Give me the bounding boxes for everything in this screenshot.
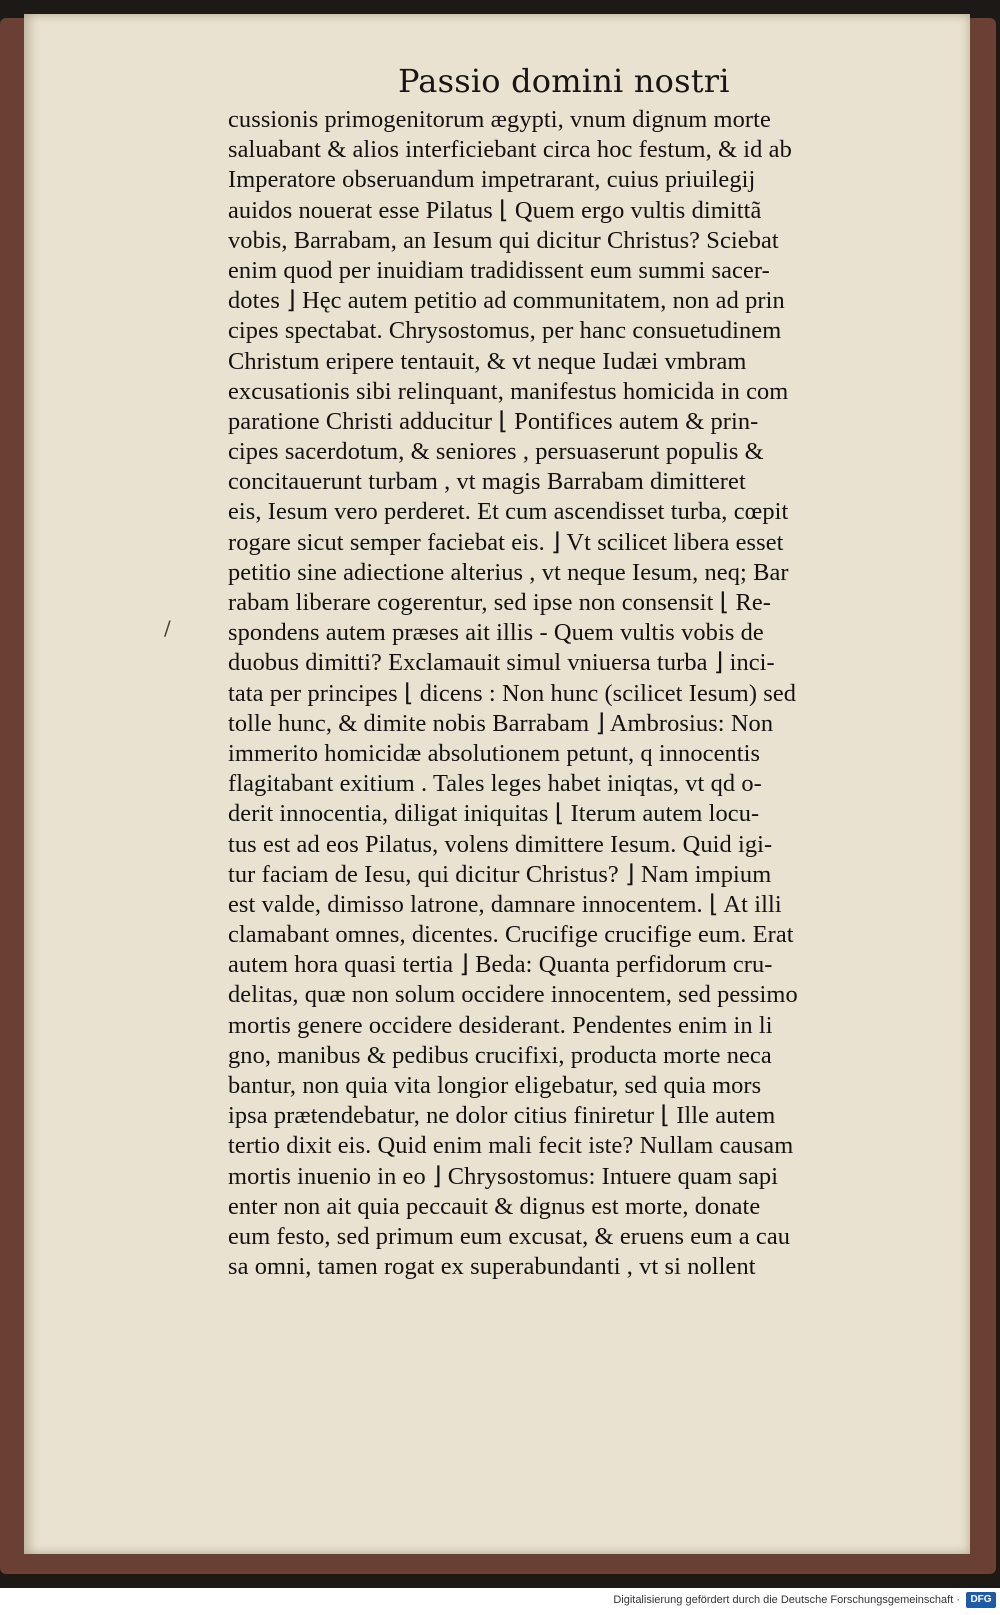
text-line: excusationis sibi relinquant, manifestus homicida in com [228,377,789,405]
text-line: cussionis primogenitorum ægypti, vnum dignum morte [228,106,771,133]
text-line: tertio dixit eis. Quid enim mali fecit iste? Nullam causam [228,1132,794,1160]
text-line: eum festo, sed primum eum excusat, & eruens eum a cau [228,1222,791,1250]
text-line: est valde, dimisso latrone, damnare innocentem. ⌊ At illi [228,890,782,918]
text-line: ipsa prætendebatur, ne dolor citius finiretur ⌊ Ille autem [228,1102,776,1130]
text-line: duobus dimitti? Exclamauit simul vniuersa turba ⌋ inci- [228,649,775,677]
text-line: enter non ait quia peccauit & dignus est morte, donate [228,1192,761,1220]
text-line: petitio sine adiectione alterius , vt neque Iesum, neq; Bar [228,558,789,586]
text-line: autem hora quasi tertia ⌋ Beda: Quanta perfidorum cru- [228,951,773,979]
text-line: rogare sicut semper faciebat eis. ⌋ Vt scilicet libera esset [228,528,784,556]
text-line: cipes sacerdotum, & seniores , persuaserunt populis & [228,438,764,466]
text-line: flagitabant exitium . Tales leges habet iniqtas, vt qd o- [228,770,762,798]
text-line: derit innocentia, diligat iniquitas ⌊ Iterum autem locu- [228,800,760,828]
text-line: auidos nouerat esse Pilatus ⌊ Quem ergo vultis dimittã [228,196,762,224]
text-line: vobis, Barrabam, an Iesum qui dicitur Christus? Sciebat [228,226,779,254]
text-line: Christum eripere tentauit, & vt neque Iudæi vmbram [228,347,747,375]
text-line: mortis genere occidere desiderant. Pendentes enim in li [228,1011,773,1039]
footer-credit: Digitalisierung gefördert durch die Deutsche Forschungsgemeinschaft · [613,1594,960,1606]
text-line: enim quod per inuidiam tradidissent eum summi sacer- [228,256,770,284]
text-line: delitas, quæ non solum occidere innocentem, sed pessimo [228,981,798,1009]
running-head: Passio domini nostri [398,62,730,100]
text-line: rabam liberare cogerentur, sed ipse non consensit ⌊ Re- [228,589,771,616]
text-line: concitauerunt turbam , vt magis Barrabam dimitteret [228,468,746,496]
text-line: clamabant omnes, dicentes. Crucifige crucifige eum. Erat [228,921,794,949]
text-line: bantur, non quia vita longior eligebatur, sed quia mors [228,1072,762,1099]
text-line: Imperatore obseruandum impetrarant, cuius priuilegij [228,166,756,194]
text-line: saluabant & alios interficiebant circa hoc festum, & id ab [228,136,792,164]
text-line: tata per principes ⌊ dicens : Non hunc (scilicet Iesum) sed [228,679,797,707]
text-line: mortis inuenio in eo ⌋ Chrysostomus: Intuere quam sapi [228,1162,779,1190]
text-line: sa omni, tamen rogat ex superabundanti , vt si nollent [228,1253,756,1281]
text-line: paratione Christi adducitur ⌊ Pontifices autem & prin- [228,407,759,435]
dfg-logo-icon: DFG [966,1592,996,1608]
text-line: spondens autem præses ait illis - Quem vultis vobis de [228,619,764,647]
footer-bar [0,1588,1000,1615]
body-text [228,105,928,1282]
margin-mark: / [164,616,171,640]
text-line: tolle hunc, & dimite nobis Barrabam ⌋ Ambrosius: Non [228,709,774,737]
text-line: gno, manibus & pedibus crucifixi, producta morte neca [228,1041,772,1069]
book-page [24,14,970,1554]
text-line: eis, Iesum vero perderet. Et cum ascendisset turba, cœpit [228,498,789,526]
text-line: tur faciam de Iesu, qui dicitur Christus? ⌋ Nam impium [228,860,772,888]
text-line: cipes spectabat. Chrysostomus, per hanc consuetudinem [228,317,782,345]
text-line: tus est ad eos Pilatus, volens dimittere Iesum. Quid igi- [228,830,773,858]
text-line: dotes ⌋ Hęc autem petitio ad communitatem, non ad prin [228,287,785,315]
text-line: immerito homicidæ absolutionem petunt, q innocentis [228,739,761,767]
